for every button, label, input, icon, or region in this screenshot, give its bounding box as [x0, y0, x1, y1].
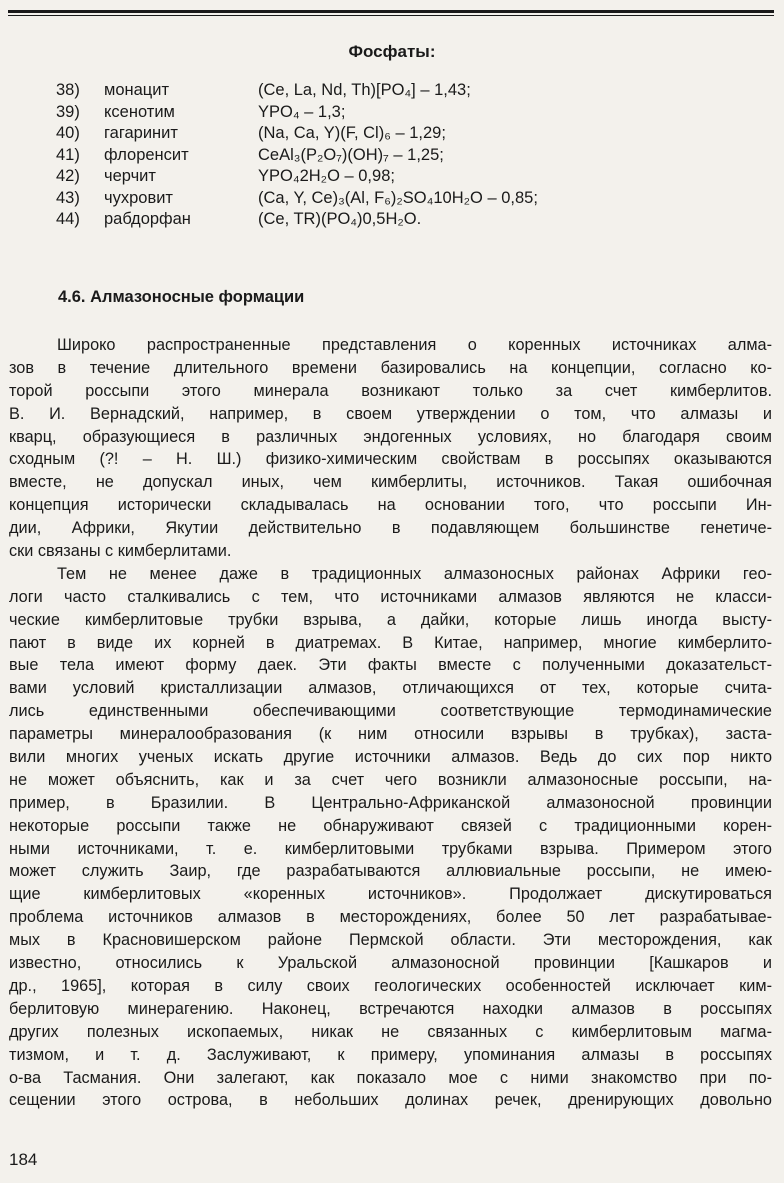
text-line: параметры минералообразования (к ним относили взрывы в трубках), заста-: [9, 725, 772, 744]
text-line: вами условий кристаллизации алмазов, отличающихся от тех, которые счита-: [9, 679, 772, 698]
text-line: концепция исторически складывалась на основании того, что россыпи Ин-: [9, 496, 772, 515]
text-line: ски связаны с кимберлитами.: [9, 542, 232, 561]
text-line: ческие кимберлитовые трубки взрыва, а дайки, которые лишь иногда высту-: [9, 610, 772, 629]
chapter-heading: 4.6. Алмазоносные формации: [58, 288, 305, 306]
mineral-number: 39): [56, 102, 80, 121]
mineral-number: 44): [56, 210, 80, 228]
text-line: сходным (?! – Н. Ш.) физико-химическим свойствам в россыпях оказываются: [9, 450, 772, 469]
mineral-name: монацит: [104, 81, 170, 99]
mineral-number: 43): [56, 188, 80, 207]
text-line: не может объяснить, как и за счет чего возникли алмазоносные россыпи, на-: [9, 770, 772, 789]
mineral-formula: (Ce, TR)(PO₄)0,5H₂O.: [258, 210, 422, 228]
mineral-formula: (Ce, La, Nd, Th)[PO₄] – 1,43;: [258, 81, 471, 99]
text-line: берлитовую минерагению. Наконец, встречаются находки алмазов в россыпях: [9, 999, 772, 1018]
text-line: лись единственными обеспечивающими соответствующие термодинамические: [9, 702, 772, 721]
text-line: известно, относились к Уральской алмазоносной провинции [Кашкаров и: [9, 954, 772, 973]
text-line: тизмом, и т. д. Заслуживают, к примеру, упоминания алмазы в россыпях: [9, 1045, 772, 1064]
mineral-row: [56, 145, 756, 167]
mineral-row: [56, 123, 756, 145]
text-line: может служить Заир, где разрабатываются аллювиальные россыпи, не имею-: [9, 862, 772, 881]
mineral-name: рабдорфан: [104, 210, 191, 228]
mineral-formula: CeAl₃(P₂O₇)(OH)₇ – 1,25;: [258, 145, 444, 164]
text-line: сещении этого острова, в небольших долинах речек, дренирующих довольно: [9, 1091, 772, 1110]
mineral-row: [56, 80, 756, 102]
mineral-formula: YPO₄ – 1,3;: [258, 102, 346, 121]
text-line: мых в Красновишерском районе Пермской области. Эти месторождения, как: [9, 931, 772, 950]
text-line: кварц, образующиеся в различных эндогенных условиях, но благодаря своим: [9, 427, 772, 446]
mineral-row: [56, 209, 756, 231]
text-line: дии, Африки, Якутии действительно в подавляющем большинстве генетиче-: [9, 519, 772, 538]
text-line: Широко распространенные представления о коренных источниках алма-: [57, 336, 772, 354]
page-number: 184: [9, 1150, 38, 1169]
text-line: др., 1965], которая в силу своих геологических особенностей исключает ким-: [9, 976, 772, 995]
mineral-row: [56, 166, 756, 188]
mineral-number: 42): [56, 167, 80, 185]
text-line: зов в течение длительного времени базировались на концепции, согласно ко-: [9, 358, 772, 377]
text-line: проблема источников алмазов в месторождениях, более 50 лет разрабатывае-: [9, 908, 772, 927]
mineral-number: 38): [56, 81, 80, 99]
text-line: вили многих ученых искать другие источники алмазов. Ведь до сих пор никто: [9, 748, 772, 767]
text-line: вые тела имеют форму даек. Эти факты вместе с полученными доказательст-: [9, 656, 772, 675]
body-text: [9, 334, 772, 1112]
text-line: В. И. Вернадский, например, в своем утверждении о том, что алмазы и: [9, 404, 772, 423]
text-line: торой россыпи этого минерала возникают только за счет кимберлитов.: [9, 381, 772, 400]
mineral-formula: (Na, Ca, Y)(F, Cl)₆ – 1,29;: [258, 124, 446, 142]
mineral-name: флоренсит: [104, 145, 189, 164]
mineral-formula: YPO₄2H₂O – 0,98;: [258, 167, 395, 185]
text-line: некоторые россыпи также не обнаруживают связей с традиционными корен-: [9, 816, 772, 835]
mineral-number: 41): [56, 145, 80, 164]
text-line: логи часто сталкивались с тем, что источниками алмазов являются не класси-: [9, 587, 772, 606]
section-title: Фосфаты:: [348, 42, 436, 61]
mineral-name: черчит: [104, 167, 156, 185]
text-line: Тем не менее даже в традиционных алмазоносных районах Африки гео-: [57, 564, 772, 583]
mineral-number: 40): [56, 124, 80, 142]
mineral-name: чухровит: [104, 188, 173, 207]
text-line: о-ва Тасмания. Они залегают, как показало мое с ними знакомство при по-: [9, 1068, 772, 1087]
mineral-formula: (Ca, Y, Ce)₃(Al, F₆)₂SO₄10H₂O – 0,85;: [258, 188, 538, 207]
mineral-list: [56, 80, 756, 231]
top-rule: [8, 10, 774, 13]
mineral-row: [56, 102, 756, 124]
text-line: ными источниками, т. е. кимберлитовыми трубками взрыва. Примером этого: [9, 839, 772, 858]
text-line: пример, в Бразилии. В Центрально-Африканской алмазоносной провинции: [9, 793, 772, 812]
text-line: вместе, не допускал иных, чем кимберлиты, источников. Такая ошибочная: [9, 473, 772, 492]
text-line: пают в виде их корней в диатремах. В Китае, например, многие кимберлито-: [9, 633, 772, 652]
text-line: других полезных ископаемых, никак не связанных с кимберлитовым магма-: [9, 1022, 772, 1041]
mineral-name: ксенотим: [104, 102, 175, 121]
mineral-row: [56, 188, 756, 210]
top-rule-thin: [8, 15, 774, 16]
text-line: щие кимберлитовых «коренных источников». Продолжает дискутироваться: [9, 885, 772, 904]
mineral-name: гагаринит: [104, 124, 178, 142]
